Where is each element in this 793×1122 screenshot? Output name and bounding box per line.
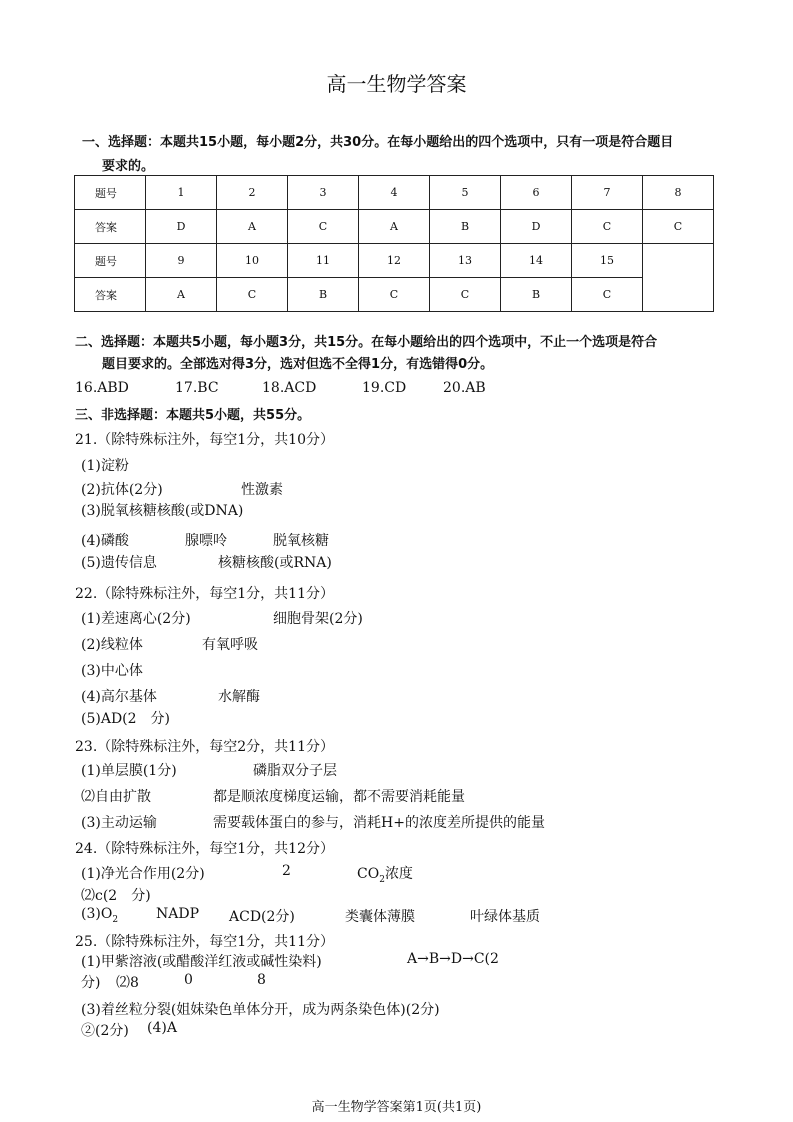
- q21-line5b: 核糖核酸(或RNA): [218, 555, 332, 571]
- q24-line3d: 类囊体薄膜: [345, 909, 415, 925]
- table-cell: 3: [288, 176, 359, 210]
- table-cell: C: [572, 278, 643, 312]
- table-row: [75, 210, 714, 244]
- table-cell: C: [217, 278, 288, 312]
- q23-line3a: (3)主动运输: [81, 815, 157, 831]
- table-cell: 11: [288, 244, 359, 278]
- q21-line2b: 性激素: [241, 482, 283, 498]
- q21-header: 21.（除特殊标注外，每空1分，共10分）: [75, 432, 334, 448]
- table-cell: 13: [430, 244, 501, 278]
- q22-header: 22.（除特殊标注外，每空1分，共11分）: [75, 586, 334, 602]
- q25-line3: (3)着丝粒分裂(姐妹染色单体分开，成为两条染色体)(2分): [81, 1002, 440, 1018]
- q22-line3: (3)中心体: [81, 663, 143, 679]
- table-cell: C: [430, 278, 501, 312]
- q23-line1b: 磷脂双分子层: [253, 763, 337, 779]
- q24-line3a: $(3)O_2$: [81, 906, 119, 925]
- table-cell: 5: [430, 176, 501, 210]
- q21-line4a: (4)磷酸: [81, 533, 129, 549]
- q25-line4a: ②(2分): [81, 1023, 129, 1039]
- section3-heading: 三、非选择题：本题共5小题，共55分。: [75, 408, 311, 423]
- table-cell: 7: [572, 176, 643, 210]
- q22-line4a: (4)高尔基体: [81, 689, 157, 705]
- q23-line3b: 需要载体蛋白的参与，消耗H+的浓度差所提供的能量: [213, 815, 545, 831]
- table-header-cell: 题号: [75, 244, 146, 278]
- q22-line2a: (2)线粒体: [81, 637, 143, 653]
- table-header-cell: 答案: [75, 210, 146, 244]
- table-cell: 15: [572, 244, 643, 278]
- table-cell: B: [288, 278, 359, 312]
- section1-line2: 要求的。: [102, 159, 155, 174]
- table-cell: 10: [217, 244, 288, 278]
- table-cell: D: [501, 210, 572, 244]
- q24-line3b: NADP: [156, 906, 200, 922]
- table-cell: D: [146, 210, 217, 244]
- q23-header: 23.（除特殊标注外，每空2分，共11分）: [75, 739, 334, 755]
- table-cell: 6: [501, 176, 572, 210]
- table-cell: A: [146, 278, 217, 312]
- mc-answer-19: 19.CD: [362, 380, 407, 396]
- table-cell: 12: [359, 244, 430, 278]
- q21-line4b: 腺嘌呤: [185, 533, 227, 549]
- table-cell: C: [572, 210, 643, 244]
- table-cell: 1: [146, 176, 217, 210]
- q23-line2a: ⑵自由扩散: [81, 789, 151, 805]
- table-cell: B: [501, 278, 572, 312]
- section2-line2: 题目要求的。全部选对得3分，选对但选不全得1分，有选错得0分。: [102, 357, 494, 372]
- table-cell: A: [359, 210, 430, 244]
- table-row: [75, 176, 714, 210]
- table-cell: C: [643, 210, 714, 244]
- q21-line5a: (5)遗传信息: [81, 555, 157, 571]
- q22-line4b: 水解酶: [218, 689, 260, 705]
- table-cell: 4: [359, 176, 430, 210]
- q25-line2c: 0: [184, 972, 193, 988]
- q25-line1a: (1)甲紫溶液(或醋酸洋红液或碱性染料): [81, 954, 322, 970]
- section2-line1: 二、选择题：本题共5小题，每小题3分，共15分。在每小题给出的四个选项中，不止一个选项是符合: [75, 335, 658, 350]
- q21-line3: (3)脱氧核糖核酸(或DNA): [81, 503, 244, 519]
- table-cell: 2: [217, 176, 288, 210]
- q23-line1a: (1)单层膜(1分): [81, 763, 177, 779]
- table-cell: A: [217, 210, 288, 244]
- mc-answer-20: 20.AB: [443, 380, 486, 396]
- page-title: 高一生物学答案: [326, 72, 467, 96]
- q21-line4c: 脱氧核糖: [273, 533, 329, 549]
- table-cell: 8: [643, 176, 714, 210]
- mc-answer-16: 16.ABD: [75, 380, 129, 396]
- q22-line5: (5)AD(2 分): [81, 711, 170, 727]
- q24-line1b: 2: [282, 863, 291, 879]
- q22-line1b: 细胞骨架(2分): [273, 611, 363, 627]
- q22-line1a: (1)差速离心(2分): [81, 611, 191, 627]
- q25-line2d: 8: [257, 972, 266, 988]
- q23-line2b: 都是顺浓度梯度运输，都不需要消耗能量: [213, 789, 465, 805]
- q25-line2a: 分): [81, 975, 101, 991]
- q24-line3e: 叶绿体基质: [470, 909, 540, 925]
- q22-line2b: 有氧呼吸: [202, 637, 258, 653]
- q25-line1b: A→B→D→C(2: [407, 951, 499, 967]
- q24-line2: ⑵c(2 分): [81, 888, 151, 904]
- table-cell: 14: [501, 244, 572, 278]
- table-cell: C: [288, 210, 359, 244]
- table-header-cell: 题号: [75, 176, 146, 210]
- answer-table: [74, 175, 714, 312]
- table-cell: C: [359, 278, 430, 312]
- q24-line1a: (1)净光合作用(2分): [81, 866, 205, 882]
- q24-line1c: $CO_2$浓度: [357, 866, 413, 885]
- table-row: [75, 278, 714, 312]
- table-cell: 9: [146, 244, 217, 278]
- table-empty-cell: [643, 244, 714, 312]
- q21-line2a: (2)抗体(2分): [81, 482, 163, 498]
- section1-line1: 一、选择题：本题共15小题，每小题2分，共30分。在每小题给出的四个选项中，只有一项是符合题目: [82, 135, 674, 150]
- mc-answer-18: 18.ACD: [262, 380, 317, 396]
- table-row: [75, 244, 714, 278]
- mc-answer-17: 17.BC: [175, 380, 219, 396]
- q24-header: 24.（除特殊标注外，每空1分，共12分）: [75, 841, 334, 857]
- q25-line4b: (4)A: [147, 1020, 177, 1036]
- q21-line1: (1)淀粉: [81, 458, 129, 474]
- q25-line2b: ⑵8: [116, 975, 139, 991]
- q24-line3c: ACD(2分): [229, 909, 295, 925]
- table-cell: B: [430, 210, 501, 244]
- q25-header: 25.（除特殊标注外，每空1分，共11分）: [75, 934, 334, 950]
- page-footer: 高一生物学答案第1页(共1页): [311, 1100, 482, 1115]
- table-header-cell: 答案: [75, 278, 146, 312]
